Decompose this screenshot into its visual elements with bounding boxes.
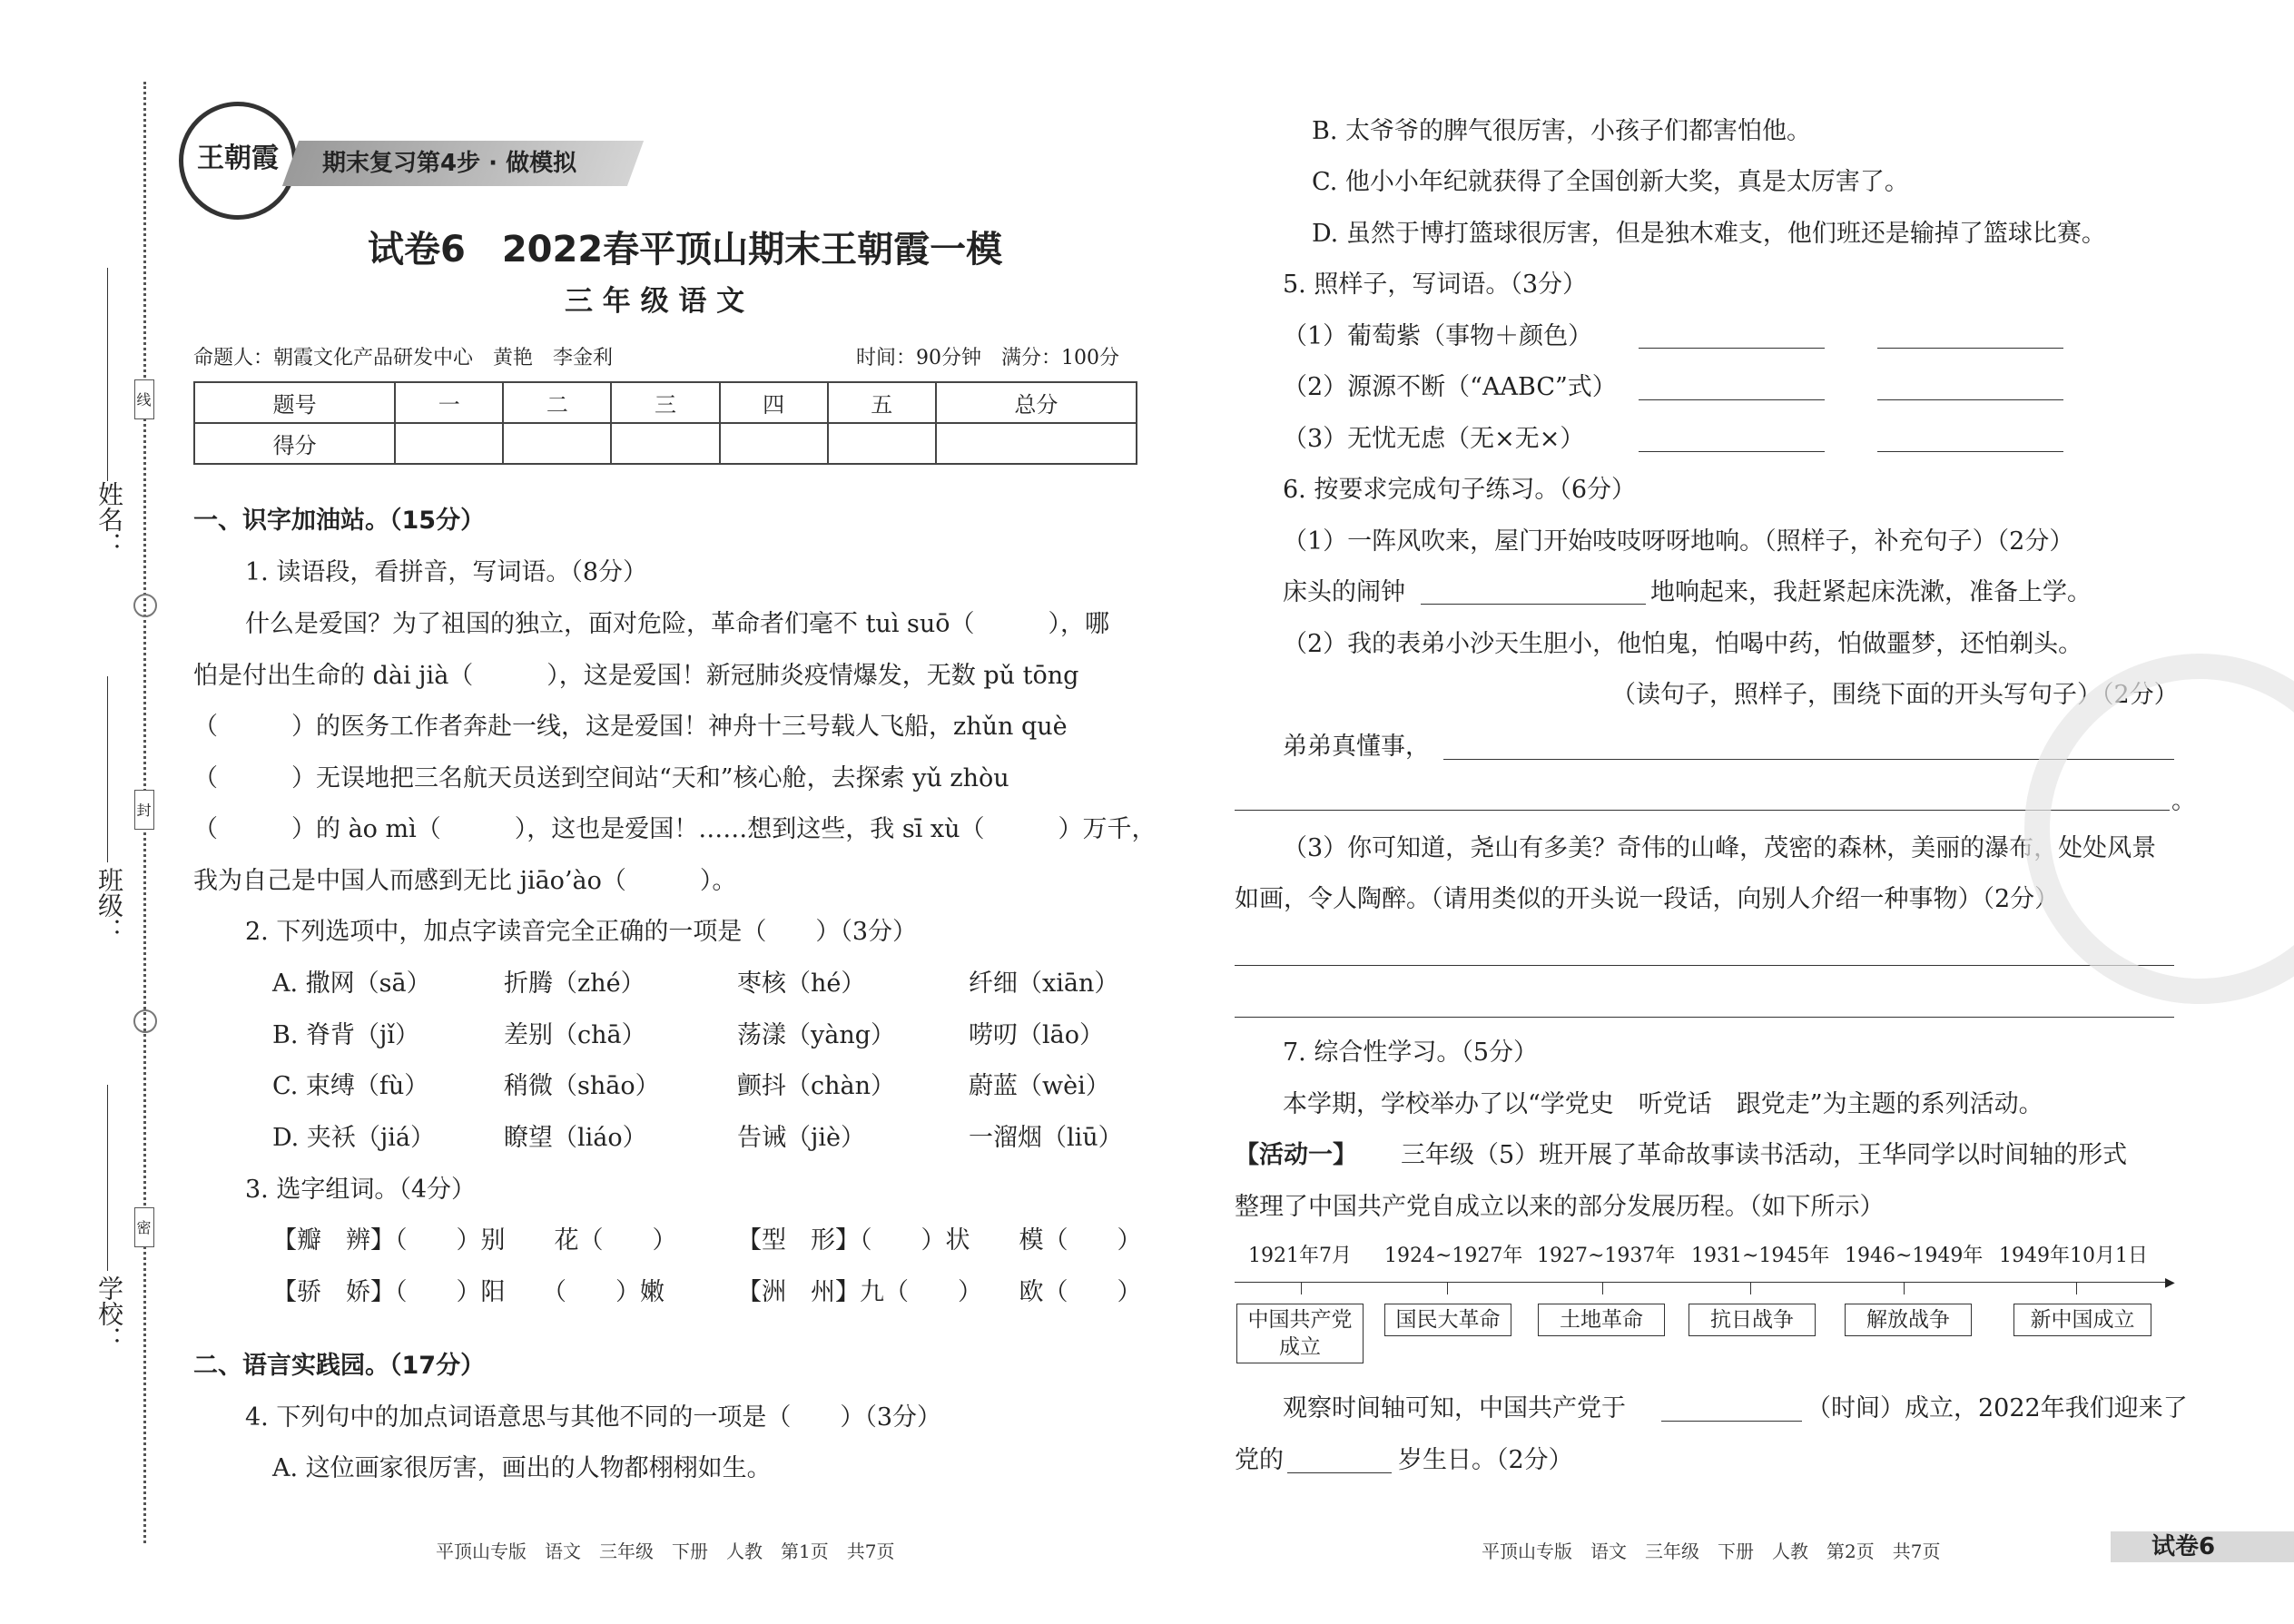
q2-option: 枣核（hé） — [737, 969, 866, 998]
school-label: 学校： — [94, 1275, 124, 1352]
q2-option: 稍微（shāo） — [504, 1072, 660, 1100]
timeline-tick — [1750, 1282, 1751, 1294]
paper-title: 试卷6 2022春平顶山期末王朝霞一模 — [368, 229, 1003, 271]
q7-activity-tag: 【活动一】 — [1235, 1141, 1357, 1169]
score-table — [193, 381, 1137, 465]
class-label: 班级： — [94, 867, 124, 943]
logo-text: 王朝霞 — [197, 143, 279, 174]
q5-prompt: 5. 照样子，写词语。（3分） — [1283, 271, 1588, 299]
q2-option: D. 夹袄（jiá） — [272, 1124, 435, 1152]
period-mark: 。 — [2171, 787, 2196, 815]
q1-text-line: （ ）的 ào mì（ ），这也是爱国！……想到这些，我 sī xù（ ）万千， — [193, 815, 1157, 843]
name-label: 姓名： — [94, 481, 124, 557]
q1-text-line: 什么是爱国？为了祖国的独立，面对危险，革命者们毫不 tuì suō（ ），哪 — [245, 610, 1110, 638]
table-header: 题号 — [194, 382, 395, 423]
footer-left: 平顶山专版 语文 三年级 下册 人教 第1页 共7页 — [436, 1540, 895, 1562]
q3-prompt: 3. 选字组词。（4分） — [245, 1176, 477, 1204]
q6-1-prompt: （1）一阵风吹来，屋门开始吱吱呀呀地响。（照样子，补充句子）（2分） — [1283, 527, 2074, 556]
q1-text-line: 我为自己是中国人而感到无比 jiāo’ào（ ）。 — [193, 867, 737, 895]
q7-activity-text: 整理了中国共产党自成立以来的部分发展历程。（如下所示） — [1235, 1193, 1885, 1221]
answer-blank[interactable] — [1639, 451, 1825, 452]
q1-text-line: （ ）的医务工作者奔赴一线，这是爱国！神舟十三号载人飞船，zhǔn què — [193, 713, 1068, 741]
score-cell[interactable] — [936, 423, 1137, 464]
score-cell[interactable] — [503, 423, 611, 464]
score-cell[interactable] — [611, 423, 719, 464]
time-and-score: 时间：90分钟 满分：100分 — [856, 347, 1119, 369]
q6-2-instruction: （读句子，照样子，围绕下面的开头写句子）（2分） — [1611, 681, 2179, 709]
timeline-tick — [1602, 1282, 1603, 1294]
arrow-right-icon: ▶ — [2165, 1275, 2175, 1290]
answer-line[interactable] — [1235, 1017, 2174, 1018]
answer-blank[interactable] — [1639, 348, 1825, 349]
answer-line[interactable] — [1235, 965, 2174, 966]
table-row-label: 得分 — [194, 423, 395, 464]
timeline-axis — [1235, 1282, 2168, 1283]
section-1-heading: 一、识字加油站。（15分） — [193, 507, 486, 535]
seal-tag-secret: 密 — [134, 1207, 154, 1247]
class-underline — [107, 676, 108, 862]
timeline-date: 1946~1949年 — [1845, 1245, 1984, 1267]
table-header: 总分 — [936, 382, 1137, 423]
section-2-heading: 二、语言实践园。（17分） — [193, 1352, 486, 1380]
q2-option: 荡漾（yàng） — [737, 1021, 896, 1049]
q2-option: 唠叨（lāo） — [969, 1021, 1104, 1049]
timeline-event: 中国共产党成立 — [1236, 1304, 1364, 1363]
q6-prompt: 6. 按要求完成句子练习。（6分） — [1283, 476, 1637, 504]
q2-option: B. 脊背（jǐ） — [272, 1021, 420, 1049]
q7-activity-text: 三年级（5）班开展了革命故事读书活动，王华同学以时间轴的形式 — [1401, 1141, 2128, 1169]
timeline-tick — [1301, 1282, 1302, 1294]
answer-blank[interactable] — [1421, 604, 1646, 605]
paper-badge: 试卷6 — [2151, 1533, 2216, 1560]
q2-option: C. 束缚（fù） — [272, 1072, 429, 1100]
score-cell[interactable] — [720, 423, 828, 464]
binding-hole-icon — [133, 594, 157, 617]
score-cell[interactable] — [395, 423, 503, 464]
name-underline — [107, 268, 108, 481]
q6-3-text: （3）你可知道，尧山有多美？奇伟的山峰，茂密的森林，美丽的瀑布，处处风景 — [1283, 834, 2157, 862]
q2-option: 纤细（xiān） — [969, 969, 1119, 998]
answer-blank[interactable] — [1661, 1421, 1802, 1422]
q6-2-prompt: （2）我的表弟小沙天生胆小，他怕鬼，怕喝中药，怕做噩梦，还怕剃头。 — [1283, 630, 2083, 658]
q7-observe2-post: 岁生日。（2分） — [1398, 1446, 1573, 1474]
school-underline — [107, 1085, 108, 1271]
table-header: 一 — [395, 382, 503, 423]
q2-option: 折腾（zhé） — [504, 969, 645, 998]
timeline-event: 解放战争 — [1845, 1304, 1972, 1336]
timeline-date: 1949年10月1日 — [1999, 1245, 2148, 1267]
q2-option: 颤抖（chàn） — [737, 1072, 895, 1100]
q6-1-pre: 床头的闹钟 — [1283, 578, 1405, 606]
q2-option: 瞭望（liáo） — [504, 1124, 647, 1152]
q3-item: 【瓣 辨】（ ）别 花（ ） — [272, 1226, 677, 1255]
paper-subtitle: 三 年 级 语 文 — [565, 285, 745, 318]
answer-blank[interactable] — [1877, 399, 2063, 400]
q2-option: 一溜烟（liū） — [969, 1124, 1123, 1152]
q4-option-a: A. 这位画家很厉害，画出的人物都栩栩如生。 — [272, 1454, 772, 1482]
timeline-tick — [2076, 1282, 2077, 1294]
timeline-tick — [1904, 1282, 1905, 1294]
timeline-event: 土地革命 — [1538, 1304, 1665, 1336]
q4-prompt: 4. 下列句中的加点词语意思与其他不同的一项是（ ）（3分） — [245, 1403, 942, 1432]
q2-option: 告诫（jiè） — [737, 1124, 865, 1152]
timeline-event: 新中国成立 — [2013, 1304, 2151, 1336]
q7-observe-pre: 观察时间轴可知，中国共产党于 — [1283, 1394, 1626, 1422]
answer-blank[interactable] — [1877, 348, 2063, 349]
q3-item: 【型 形】（ ）状 模（ ） — [737, 1226, 1142, 1255]
seal-tag-line: 线 — [134, 379, 154, 419]
answer-blank[interactable] — [1287, 1472, 1392, 1473]
q2-option: 蔚蓝（wèi） — [969, 1072, 1110, 1100]
seal-tag-seal: 封 — [134, 790, 154, 830]
q1-prompt: 1. 读语段，看拼音，写词语。（8分） — [245, 558, 648, 586]
timeline-date: 1927~1937年 — [1537, 1245, 1676, 1267]
score-cell[interactable] — [828, 423, 936, 464]
timeline-date: 1924~1927年 — [1384, 1245, 1523, 1267]
answer-blank[interactable] — [1639, 399, 1825, 400]
footer-right: 平顶山专版 语文 三年级 下册 人教 第2页 共7页 — [1482, 1540, 1941, 1562]
q3-item: 【骄 娇】（ ）阳 （ ）嫩 — [272, 1278, 665, 1306]
q5-item: （3）无忧无虑（无×无×） — [1283, 425, 1585, 453]
q6-2-start: 弟弟真懂事， — [1283, 733, 1430, 761]
q2-option: A. 撒网（sā） — [272, 969, 431, 998]
q7-observe2-pre: 党的 — [1235, 1446, 1284, 1474]
q7-observe-post: （时间）成立，2022年我们迎来了 — [1807, 1394, 2188, 1422]
timeline-tick — [1447, 1282, 1448, 1294]
timeline-date: 1931~1945年 — [1691, 1245, 1830, 1267]
timeline-date: 1921年7月 — [1248, 1245, 1352, 1267]
binding-hole-icon — [133, 1009, 157, 1033]
q6-1-post: 地响起来，我赶紧起床洗漱，准备上学。 — [1650, 578, 2092, 606]
timeline-event: 国民大革命 — [1384, 1304, 1511, 1336]
q4-option-d: D. 虽然于博打篮球很厉害，但是独木难支，他们班还是输掉了篮球比赛。 — [1312, 220, 2106, 248]
timeline-event: 抗日战争 — [1689, 1304, 1816, 1336]
q2-option: 差别（chā） — [504, 1021, 646, 1049]
table-header: 二 — [503, 382, 611, 423]
table-header: 三 — [611, 382, 719, 423]
q1-text-line: （ ）无误地把三名航天员送到空间站“天和”核心舱，去探索 yǔ zhòu — [193, 764, 1009, 792]
q1-text-line: 怕是付出生命的 dài jià（ ），这是爱国！新冠肺炎疫情爆发，无数 pǔ tōng — [193, 662, 1079, 690]
q2-prompt: 2. 下列选项中，加点字读音完全正确的一项是（ ）（3分） — [245, 918, 918, 946]
q5-item: （2）源源不断（“AABC”式） — [1283, 373, 1617, 401]
q5-item: （1）葡萄紫（事物＋颜色） — [1283, 322, 1593, 350]
table-header: 四 — [720, 382, 828, 423]
q3-item: 【洲 州】九（ ） 欧（ ） — [737, 1278, 1142, 1306]
q7-intro: 本学期，学校举办了以“学党史 听党话 跟党走”为主题的系列活动。 — [1283, 1090, 2043, 1118]
paper-authors: 命题人：朝霞文化产品研发中心 黄艳 李金利 — [193, 347, 614, 369]
series-label: 期末复习第4步 · 做模拟 — [322, 150, 577, 177]
table-header: 五 — [828, 382, 936, 423]
answer-blank[interactable] — [1877, 451, 2063, 452]
q6-3-text: 如画，令人陶醉。（请用类似的开头说一段话，向别人介绍一种事物）（2分） — [1235, 885, 2060, 913]
q4-option-c: C. 他小小年纪就获得了全国创新大奖，真是太厉害了。 — [1312, 168, 1909, 196]
brand-logo — [179, 102, 297, 220]
q7-prompt: 7. 综合性学习。（5分） — [1283, 1038, 1539, 1067]
q4-option-b: B. 太爷爷的脾气很厉害，小孩子们都害怕他。 — [1312, 117, 1812, 145]
